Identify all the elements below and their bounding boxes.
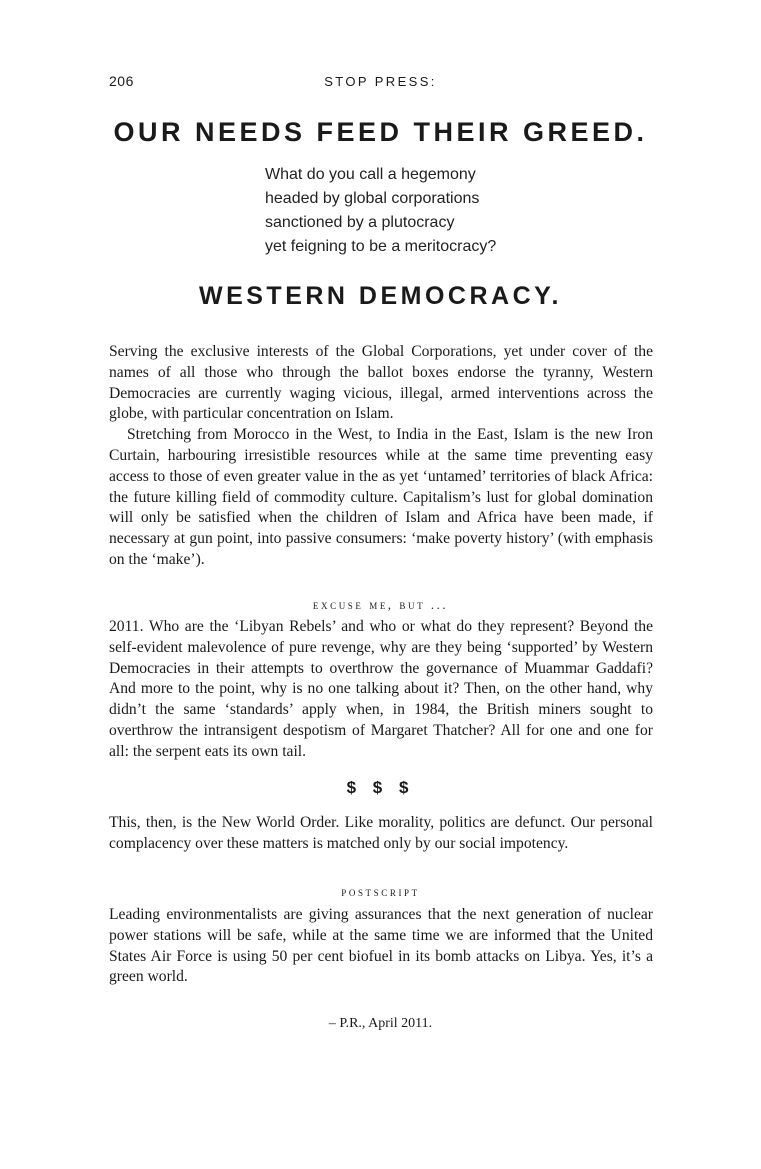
postscript-paragraph: Leading environmentalists are giving assurances that the next generation of nuclear power stations will be safe, while at the same time we are informed that the United States Air Force is using 50 per cent biofuel in its bomb attacks on Libya. Yes, it’s a green world.	[109, 906, 653, 986]
question-line: sanctioned by a plutocracy	[265, 214, 455, 231]
question-line: headed by global corporations	[265, 190, 480, 207]
headline-needs-greed: OUR NEEDS FEED THEIR GREED.	[113, 117, 648, 147]
question-line: yet feigning to be a meritocracy?	[265, 238, 497, 255]
dollar-divider: $ $ $	[346, 778, 415, 797]
signature: – P.R., April 2011.	[328, 1016, 433, 1031]
intro-paragraph: Stretching from Morocco in the West, to India in the East, Islam is the new Iron Curtain, harbouring irresistible resources while at the same time preventing easy access to those of even greater value in the as yet ‘untamed’ territories of black Africa: the future killing field of commodity culture. Capitalism’s lust for global domination will only be satisfied when the children of Islam and Africa have been made, if necessary at gun point, into passive consumers: ‘make poverty history’ (with emphasis on the ‘make’).	[109, 426, 653, 568]
running-head: STOP PRESS:	[324, 74, 437, 89]
postscript-text	[109, 905, 653, 988]
excuse-paragraph: 2011. Who are the ‘Libyan Rebels’ and who or what do they represent? Beyond the self-evident malevolence of pure revenge, why are they being ‘supported’ by Western Democracies in their attempts to overthrow the governance of Muammar Gaddafi? And more to the point, why is no one talking about it? Then, on the other hand, why didn’t the same ‘standards’ apply when, in 1984, the British miners sought to overthrow the intransigent despotism of Margaret Thatcher? All for one and one for all: the serpent eats its own tail.	[109, 618, 653, 760]
question-line: What do you call a hegemony	[265, 166, 476, 183]
intro-paragraph: Serving the exclusive interests of the Global Corporations, yet under cover of the names of all those who through the ballot boxes endorse the tyranny, Western Democracies are currently waging vicious, illegal, armed interventions across the globe, with particular concentration on Islam.	[109, 343, 653, 423]
postscript-heading: postscript	[341, 885, 420, 899]
new-world-order-paragraph: This, then, is the New World Order. Like morality, politics are defunct. Our personal complacency over these matters is matched only by our social impotency.	[109, 814, 653, 852]
intro-text	[109, 342, 653, 571]
excuse-text	[109, 617, 653, 763]
headline-western-democracy: WESTERN DEMOCRACY.	[198, 282, 562, 310]
excuse-heading: excuse me, but ...	[312, 598, 449, 612]
question-block	[265, 163, 496, 259]
new-world-order-text	[109, 813, 653, 855]
page-number: 206	[109, 73, 134, 89]
